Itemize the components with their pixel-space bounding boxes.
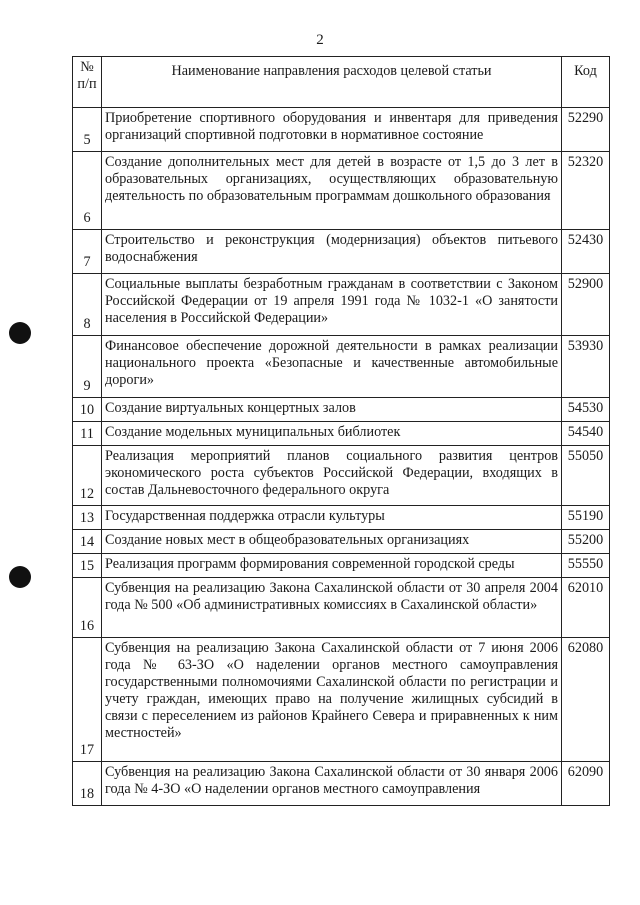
row-name: Субвенция на реализацию Закона Сахалинской области от 30 апреля 2004 года № 500 «Об административных комиссиях в Сахалинской области» (102, 578, 562, 638)
row-code: 55550 (562, 554, 610, 578)
row-number: 14 (73, 530, 102, 554)
row-name: Реализация мероприятий планов социального развития центров экономического роста субъектов Российской Федерации, входящих в состав Дальневосточного федерального округа (102, 446, 562, 506)
page-number: 2 (316, 32, 324, 48)
row-name: Создание дополнительных мест для детей в возрасте от 1,5 до 3 лет в образовательных организациях, осуществляющих образовательную деятельность по образовательным программам дошкольного образования (102, 152, 562, 230)
row-code: 62080 (562, 638, 610, 762)
table-body (73, 108, 610, 806)
row-number: 6 (73, 152, 102, 230)
row-name: Государственная поддержка отрасли культуры (102, 506, 562, 530)
row-number: 17 (73, 638, 102, 762)
row-number: 12 (73, 446, 102, 506)
row-name: Создание виртуальных концертных залов (102, 398, 562, 422)
row-code: 52900 (562, 274, 610, 336)
row-code: 52320 (562, 152, 610, 230)
table-row (73, 274, 610, 336)
table-row (73, 578, 610, 638)
row-name: Субвенция на реализацию Закона Сахалинской области от 7 июня 2006 года № 63-ЗО «О наделении органов местного самоуправления государственными полномочиями Сахалинской области по регистрации и учету граждан, имеющих право на получение жилищных субсидий в связи с переселением из районов Крайнего Севера и приравненных к ним местностей» (102, 638, 562, 762)
table-row (73, 506, 610, 530)
row-number: 13 (73, 506, 102, 530)
row-number: 10 (73, 398, 102, 422)
table-row (73, 446, 610, 506)
row-code: 55200 (562, 530, 610, 554)
punch-hole-mark (9, 566, 31, 588)
table-header-row (73, 57, 610, 108)
row-code: 62090 (562, 762, 610, 806)
table-row (73, 108, 610, 152)
row-number: 8 (73, 274, 102, 336)
row-number: 11 (73, 422, 102, 446)
row-name: Создание новых мест в общеобразовательных организациях (102, 530, 562, 554)
row-number: 7 (73, 230, 102, 274)
budget-expense-table (72, 56, 610, 806)
row-code: 54530 (562, 398, 610, 422)
row-number: 15 (73, 554, 102, 578)
row-name: Строительство и реконструкция (модернизация) объектов питьевого водоснабжения (102, 230, 562, 274)
table-row (73, 152, 610, 230)
row-number: 18 (73, 762, 102, 806)
table-row (73, 230, 610, 274)
header-name: Наименование направления расходов целевой статьи (102, 57, 562, 108)
row-code: 52290 (562, 108, 610, 152)
row-code: 55190 (562, 506, 610, 530)
table-row (73, 336, 610, 398)
table-row (73, 638, 610, 762)
table-row (73, 422, 610, 446)
punch-hole-mark (9, 322, 31, 344)
row-name: Социальные выплаты безработным гражданам в соответствии с Законом Российской Федерации от 19 апреля 1991 года № 1032-1 «О занятости населения в Российской Федерации» (102, 274, 562, 336)
table-row (73, 398, 610, 422)
row-number: 16 (73, 578, 102, 638)
row-code: 54540 (562, 422, 610, 446)
header-code: Код (562, 57, 610, 108)
table-row (73, 530, 610, 554)
row-code: 62010 (562, 578, 610, 638)
row-name: Реализация программ формирования современной городской среды (102, 554, 562, 578)
row-name: Создание модельных муниципальных библиотек (102, 422, 562, 446)
row-name: Приобретение спортивного оборудования и инвентаря для приведения организаций спортивной подготовки в нормативное состояние (102, 108, 562, 152)
row-name: Финансовое обеспечение дорожной деятельности в рамках реализации национального проекта «Безопасные и качественные автомобильные дороги» (102, 336, 562, 398)
row-number: 9 (73, 336, 102, 398)
row-code: 53930 (562, 336, 610, 398)
header-number: № п/п (73, 57, 102, 108)
row-code: 55050 (562, 446, 610, 506)
row-name: Субвенция на реализацию Закона Сахалинской области от 30 января 2006 года № 4-ЗО «О наделении органов местного самоуправления (102, 762, 562, 806)
row-number: 5 (73, 108, 102, 152)
table-row (73, 554, 610, 578)
row-code: 52430 (562, 230, 610, 274)
table-row (73, 762, 610, 806)
